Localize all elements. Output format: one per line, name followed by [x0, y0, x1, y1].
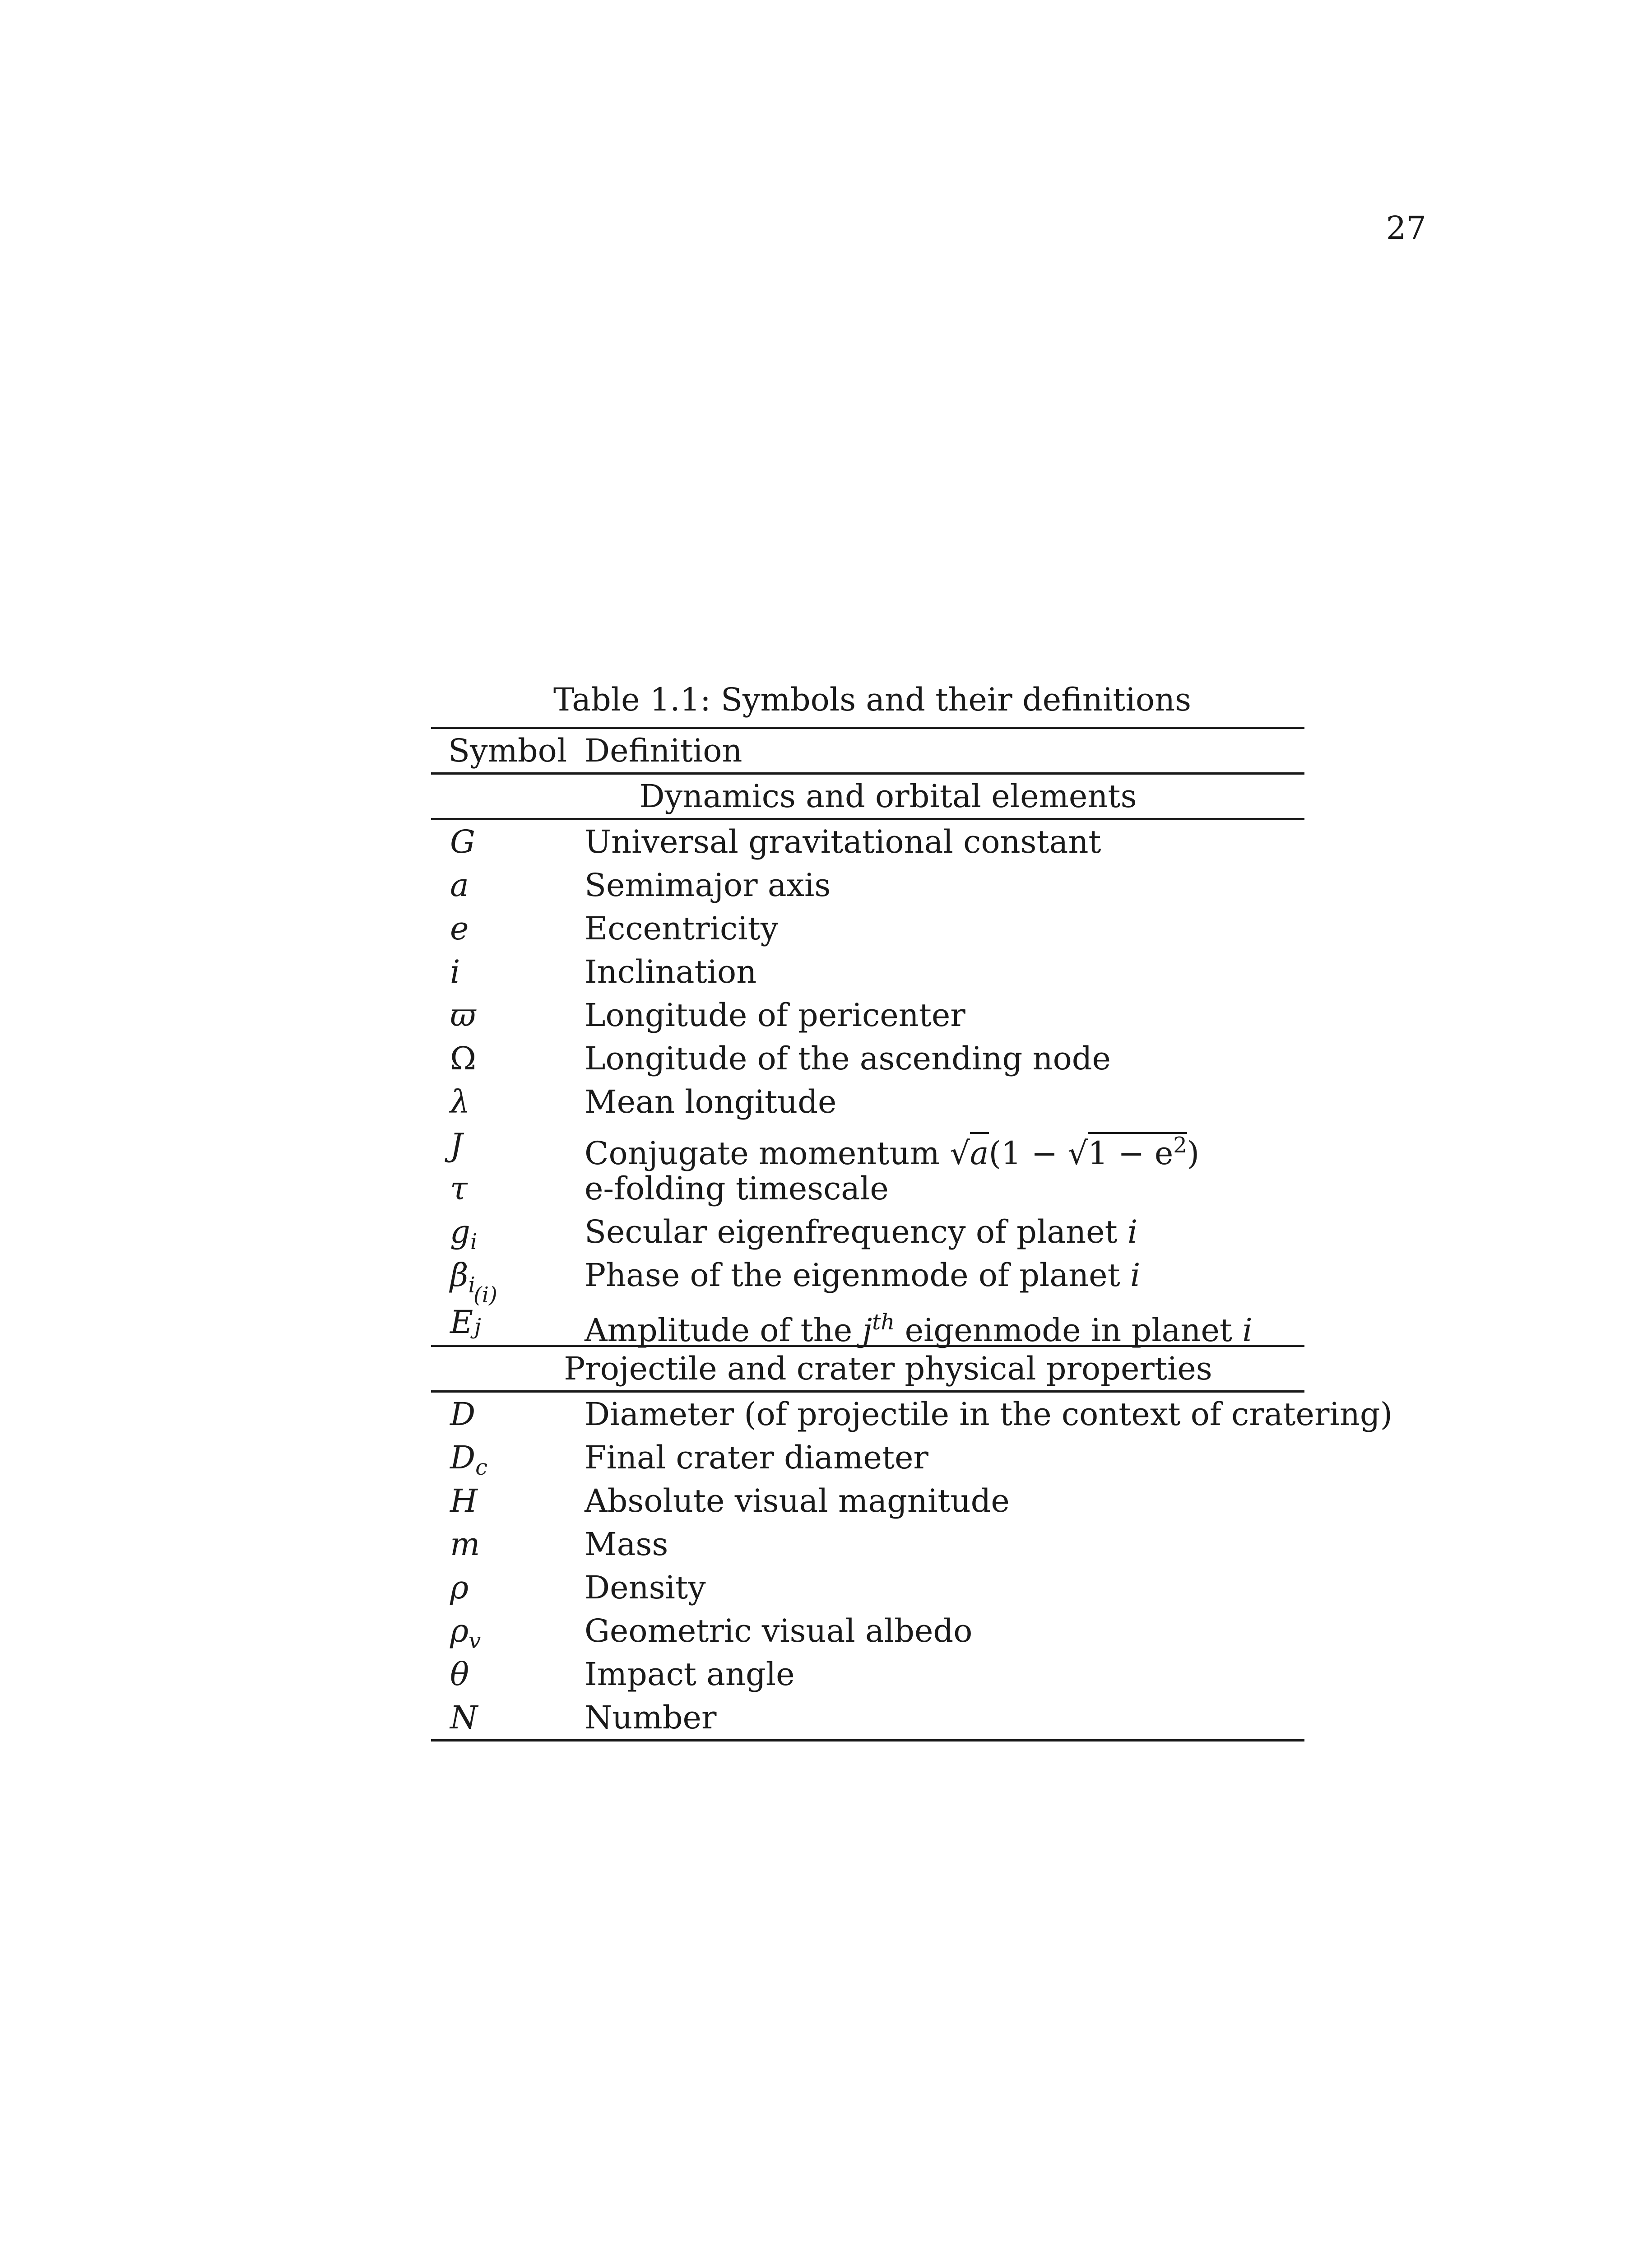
symbol-cell	[450, 1282, 504, 1347]
formula-close: )	[1187, 1135, 1200, 1172]
definition-cell: Inclination	[585, 953, 757, 990]
symbol-cell: m	[450, 1526, 480, 1563]
table-row	[431, 1393, 1393, 1436]
table-row	[431, 1653, 1304, 1696]
symbol-cell: i	[450, 953, 460, 990]
formula-power: 2	[1173, 1133, 1187, 1158]
symbol-stack	[450, 1282, 504, 1347]
definition-cell: Diameter (of projectile in the context of cratering)	[585, 1396, 1393, 1433]
definition-cell: Mass	[585, 1526, 668, 1563]
definition-cell: Number	[585, 1699, 717, 1736]
definition-text: Phase of the eigenmode of planet	[585, 1257, 1120, 1294]
formula-open: (1 −	[988, 1135, 1058, 1172]
inner-sqrt	[1088, 1132, 1187, 1172]
table-row	[431, 1124, 1304, 1172]
table-row	[431, 994, 1304, 1037]
table-row	[431, 1037, 1304, 1080]
table-row	[431, 864, 1304, 907]
table-row	[431, 907, 1304, 950]
table-row	[431, 820, 1304, 864]
table-header-row	[431, 729, 1304, 772]
definition-cell: Longitude of the ascending node	[585, 1040, 1111, 1077]
table-row	[431, 1696, 1304, 1739]
table-row	[431, 1282, 1304, 1349]
symbol-cell: τ	[450, 1170, 468, 1207]
symbol-subscript: j	[474, 1314, 481, 1339]
table-row	[431, 1436, 1304, 1479]
definition-variable: i	[1242, 1312, 1253, 1349]
symbol-subscript: v	[469, 1628, 481, 1653]
definition-cell: Impact angle	[585, 1656, 795, 1693]
symbol-cell: λ	[450, 1083, 470, 1120]
definition-cell: Density	[585, 1569, 706, 1606]
table-row	[431, 1566, 1304, 1609]
table-row	[431, 1479, 1304, 1523]
table-row	[431, 1523, 1304, 1566]
table-row	[431, 1210, 1304, 1254]
definition-text: Secular eigenfrequency of planet	[585, 1213, 1118, 1250]
symbol-base: g	[450, 1213, 470, 1250]
definition-j: j	[862, 1312, 872, 1349]
table-caption: Table 1.1: Symbols and their definitions	[553, 681, 1192, 718]
definition-suffix: eigenmode in planet	[905, 1312, 1233, 1349]
definition-cell: Absolute visual magnitude	[585, 1482, 1010, 1519]
symbol-cell: N	[450, 1699, 478, 1736]
symbol-superscript: (i)	[473, 1282, 497, 1308]
symbol-cell: e	[450, 910, 469, 947]
definition-sup: th	[872, 1310, 895, 1335]
symbol-cell: θ	[450, 1656, 469, 1693]
symbol-subscript: i	[468, 1272, 475, 1298]
symbol-base: ρ	[450, 1612, 469, 1649]
symbol-base: β	[450, 1257, 469, 1294]
definition-cell: e-folding timescale	[585, 1170, 889, 1207]
definition-cell	[585, 1210, 1137, 1254]
definition-cell: Semimajor axis	[585, 867, 831, 904]
sqrt-argument: a	[970, 1132, 989, 1172]
symbols-table	[431, 681, 1393, 1742]
table-row	[431, 1254, 1304, 1297]
header-definition: Definition	[585, 732, 742, 769]
header-symbol: Symbol	[448, 732, 567, 769]
table-bottom-rule	[431, 1739, 1304, 1742]
definition-prefix: Amplitude of the	[585, 1312, 853, 1349]
table-row	[431, 1609, 1304, 1653]
symbol-cell: ρ	[450, 1569, 469, 1606]
definition-cell	[585, 1254, 1140, 1297]
conjugate-momentum-formula: $√a(1 - √1 - e^2)$	[950, 1133, 1200, 1172]
symbol-base: E	[450, 1304, 473, 1341]
symbol-cell: a	[450, 867, 469, 904]
definition-variable: i	[1130, 1257, 1141, 1294]
symbol-cell: ϖ	[450, 997, 476, 1034]
symbol-cell: J	[450, 1127, 463, 1164]
symbol-subscript: i	[470, 1229, 478, 1254]
symbol-base: D	[450, 1439, 476, 1476]
symbol-cell: D	[450, 1396, 476, 1433]
table-row	[431, 950, 1304, 994]
section-title-dynamics: Dynamics and orbital elements	[639, 778, 1137, 815]
symbol-subscript: c	[475, 1455, 488, 1480]
definition-cell: Geometric visual albedo	[585, 1612, 973, 1649]
definition-cell: Mean longitude	[585, 1083, 837, 1120]
inner-sqrt-expr: 1 − e	[1088, 1135, 1174, 1172]
table-row	[431, 1080, 1304, 1124]
table-row	[431, 1167, 1304, 1210]
page-number: 27	[1386, 209, 1426, 246]
definition-cell: Eccentricity	[585, 910, 779, 947]
symbol-cell: G	[450, 823, 475, 860]
definition-cell: Longitude of pericenter	[585, 997, 965, 1034]
definition-cell: Final crater diameter	[585, 1439, 928, 1476]
symbol-cell: Ω	[450, 1040, 477, 1077]
definition-cell: Universal gravitational constant	[585, 823, 1101, 860]
definition-variable: i	[1127, 1213, 1138, 1250]
definition-cell	[585, 1297, 1253, 1356]
symbol-cell: H	[450, 1482, 478, 1519]
section-title-projectile: Projectile and crater physical properties	[564, 1350, 1212, 1387]
definition-text: Conjugate momentum	[585, 1135, 940, 1172]
